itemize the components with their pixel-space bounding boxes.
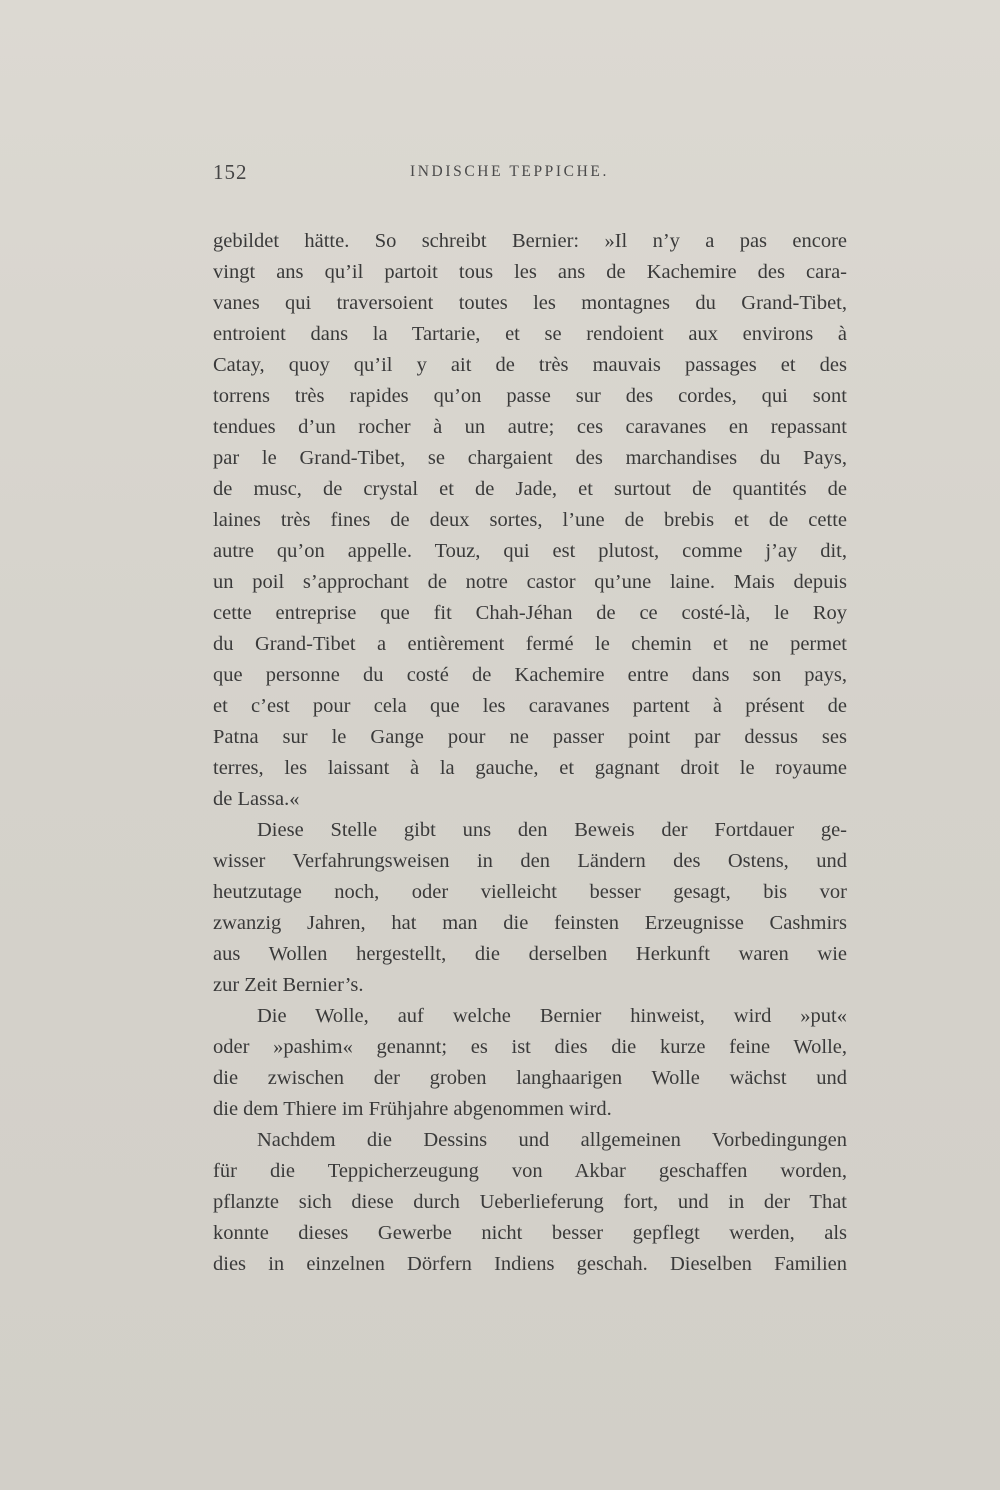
- text-line: laines très fines de deux sortes, l’une de brebis et de cette: [213, 509, 847, 531]
- text-line: que personne du costé de Kachemire entre dans son pays,: [213, 664, 847, 686]
- text-line: Catay, quoy qu’il y ait de très mauvais passages et des: [213, 354, 847, 376]
- text-line: tendues d’un rocher à un autre; ces caravanes en repassant: [213, 416, 847, 438]
- text-line: für die Teppicherzeugung von Akbar geschaffen worden,: [213, 1160, 847, 1182]
- page-number: 152: [213, 160, 248, 184]
- text-line: Patna sur le Gange pour ne passer point par dessus ses: [213, 726, 847, 748]
- text-line: pflanzte sich diese durch Ueberlieferung fort, und in der That: [213, 1191, 847, 1213]
- text-line: Diese Stelle gibt uns den Beweis der Fortdauer ge-: [257, 819, 847, 841]
- text-line: terres, les laissant à la gauche, et gagnant droit le royaume: [213, 757, 847, 779]
- text-line: vingt ans qu’il partoit tous les ans de Kachemire des cara-: [213, 261, 847, 283]
- text-line: par le Grand-Tibet, se chargaient des marchandises du Pays,: [213, 447, 847, 469]
- text-line: heutzutage noch, oder vielleicht besser gesagt, bis vor: [213, 881, 847, 903]
- body-text: [213, 226, 847, 1280]
- text-line: wisser Verfahrungsweisen in den Ländern des Ostens, und: [213, 850, 847, 872]
- text-line: de musc, de crystal et de Jade, et surtout de quantités de: [213, 478, 847, 500]
- text-line: aus Wollen hergestellt, die derselben Herkunft waren wie: [213, 943, 847, 965]
- text-line: zwanzig Jahren, hat man die feinsten Erzeugnisse Cashmirs: [213, 912, 847, 934]
- text-line: oder »pashim« genannt; es ist dies die kurze feine Wolle,: [213, 1036, 847, 1058]
- text-line: vanes qui traversoient toutes les montagnes du Grand-Tibet,: [213, 292, 847, 314]
- text-line: die dem Thiere im Frühjahre abgenommen wird.: [213, 1098, 612, 1120]
- text-line: gebildet hätte. So schreibt Bernier: »Il n’y a pas encore: [213, 230, 847, 252]
- text-line: et c’est pour cela que les caravanes partent à présent de: [213, 695, 847, 717]
- text-line: Nachdem die Dessins und allgemeinen Vorbedingungen: [257, 1129, 847, 1151]
- text-line: konnte dieses Gewerbe nicht besser gepflegt werden, als: [213, 1222, 847, 1244]
- text-line: torrens très rapides qu’on passe sur des cordes, qui sont: [213, 385, 847, 407]
- text-line: du Grand-Tibet a entièrement fermé le chemin et ne permet: [213, 633, 847, 655]
- text-line: entroient dans la Tartarie, et se rendoient aux environs à: [213, 323, 847, 345]
- text-line: un poil s’approchant de notre castor qu’une laine. Mais depuis: [213, 571, 847, 593]
- text-line: autre qu’on appelle. Touz, qui est plutost, comme j’ay dit,: [213, 540, 847, 562]
- page-header: [213, 160, 847, 190]
- text-line: de Lassa.«: [213, 788, 300, 810]
- text-line: Die Wolle, auf welche Bernier hinweist, wird »put«: [257, 1005, 847, 1027]
- running-head: INDISCHE TEPPICHE.: [410, 163, 609, 180]
- text-line: zur Zeit Bernier’s.: [213, 974, 364, 996]
- text-line: cette entreprise que fit Chah-Jéhan de ce costé-là, le Roy: [213, 602, 847, 624]
- text-line: dies in einzelnen Dörfern Indiens geschah. Dieselben Familien: [213, 1253, 847, 1275]
- text-line: die zwischen der groben langhaarigen Wolle wächst und: [213, 1067, 847, 1089]
